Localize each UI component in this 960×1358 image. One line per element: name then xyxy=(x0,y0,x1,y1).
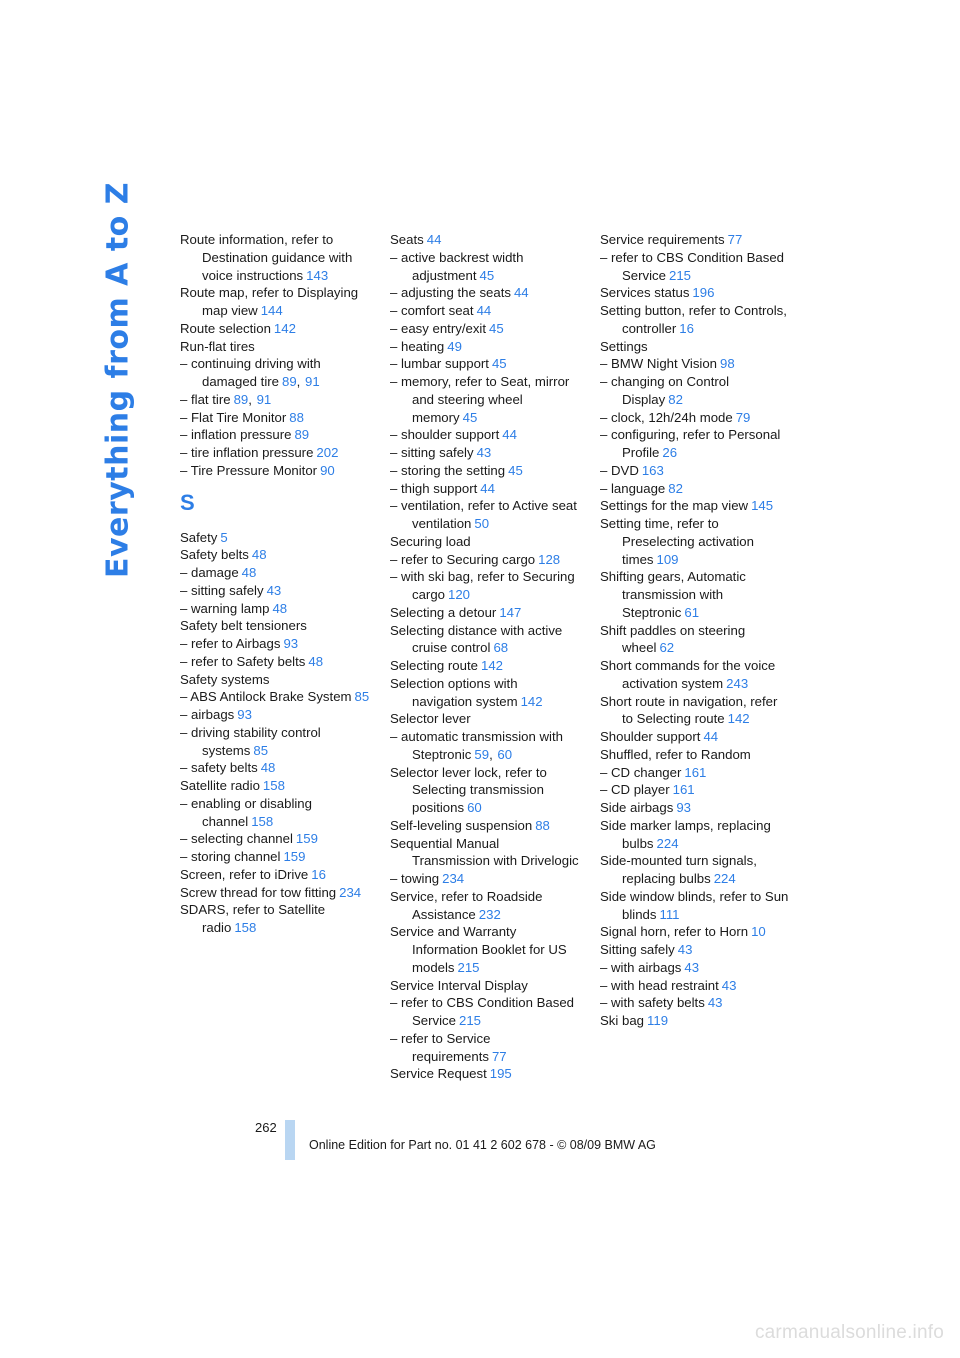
index-entry xyxy=(180,635,370,653)
index-entry xyxy=(390,551,580,569)
index-entry-text: Setting time, refer to Preselecting activation times xyxy=(600,516,754,567)
page-link[interactable]: 91 xyxy=(304,374,320,389)
page-link[interactable]: 43 xyxy=(684,959,700,975)
page-link[interactable]: 159 xyxy=(295,831,318,847)
index-entry xyxy=(180,777,370,795)
index-entry-text: Shoulder support xyxy=(600,729,701,744)
index-entry-text: – with ski bag, refer to Securing cargo xyxy=(390,569,575,602)
index-entry xyxy=(390,657,580,675)
index-entry xyxy=(600,977,790,995)
page-link[interactable]: 82 xyxy=(668,480,683,496)
index-entry-text: – lumbar support xyxy=(390,356,489,372)
index-entry-text: – thigh support xyxy=(390,480,478,496)
index-entry xyxy=(180,901,370,937)
index-entry-text: Service, refer to Roadside Assistance xyxy=(390,888,543,922)
index-entry xyxy=(390,480,580,498)
page-link[interactable]: 43 xyxy=(677,942,693,957)
index-entry xyxy=(600,959,790,977)
index-entry-text: Side-mounted turn signals, replacing bulbs xyxy=(600,853,757,886)
edition-footer: Online Edition for Part no. 01 41 2 602 678 - © 08/09 BMW AG xyxy=(309,1138,656,1152)
page-link[interactable]: 234 xyxy=(442,871,465,886)
page-link[interactable]: 89 xyxy=(294,427,310,443)
page-link[interactable]: 93 xyxy=(283,636,299,651)
index-entry-text: Selection options with navigation system xyxy=(390,675,518,709)
index-entry-text: Safety xyxy=(180,529,218,545)
watermark: carmanualsonline.info xyxy=(754,1322,944,1343)
index-entry xyxy=(390,284,580,302)
page-link[interactable]: 161 xyxy=(684,764,707,780)
index-entry-text: – shoulder support xyxy=(390,427,500,443)
page-link[interactable]: 161 xyxy=(672,782,695,798)
page-link[interactable]: 163 xyxy=(641,462,664,478)
index-entry-text: Sequential Manual Transmission with Drivelogic xyxy=(390,835,579,869)
page-link[interactable]: 26 xyxy=(662,445,678,460)
page-link[interactable]: 68 xyxy=(493,640,509,656)
index-entry xyxy=(180,231,370,284)
index-entry-text: – language xyxy=(600,480,666,496)
page-link[interactable]: 195 xyxy=(489,1066,512,1082)
page-link[interactable]: 85 xyxy=(354,689,370,705)
index-entry-text: Selecting route xyxy=(390,658,478,673)
index-entry xyxy=(180,617,370,635)
index-entry xyxy=(390,568,580,604)
index-entry xyxy=(180,653,370,671)
index-entry xyxy=(180,866,370,884)
index-entry-text: Settings for the map view xyxy=(600,498,749,514)
page-link[interactable]: 43 xyxy=(707,995,723,1011)
page-link[interactable]: 224 xyxy=(713,871,736,886)
index-entry xyxy=(600,302,790,338)
index-entry-text: – storing channel xyxy=(180,849,281,864)
page-link[interactable]: 59 xyxy=(474,746,490,762)
index-entry-text: – refer to Service requirements xyxy=(390,1030,491,1064)
page-link[interactable]: 43 xyxy=(266,582,282,598)
index-entry xyxy=(180,830,370,848)
index-entry xyxy=(390,994,580,1030)
index-entry-text: Selecting distance with active cruise control xyxy=(390,622,563,656)
index-entry-text: – with safety belts xyxy=(600,995,705,1011)
page-link[interactable]: 16 xyxy=(679,320,694,336)
index-entry-text: – safety belts xyxy=(180,760,258,776)
index-entry-text: – easy entry/exit xyxy=(390,320,487,336)
index-entry-text: – flat tire xyxy=(180,391,231,407)
page-link[interactable]: 61 xyxy=(684,604,700,620)
index-list-r xyxy=(180,231,370,480)
page-link[interactable]: 142 xyxy=(480,658,503,673)
index-entry xyxy=(390,533,580,551)
index-entry xyxy=(390,302,580,320)
index-entry xyxy=(180,338,370,356)
index-entry-text: Satellite radio xyxy=(180,778,260,793)
index-entry-text: – enabling or disabling channel xyxy=(180,795,312,829)
index-entry-text: Side airbags xyxy=(600,800,674,815)
index-entry-text: – automatic transmission with Steptronic xyxy=(390,729,563,762)
index-entry-text: Shift paddles on steering wheel xyxy=(600,622,746,656)
index-entry xyxy=(390,977,580,995)
index-entry xyxy=(600,817,790,853)
index-entry xyxy=(600,693,790,729)
page-link[interactable]: 60 xyxy=(497,746,513,762)
index-entry-text: – DVD xyxy=(600,462,639,478)
index-entry xyxy=(390,817,580,835)
index-entry xyxy=(600,373,790,409)
page-link[interactable]: 77 xyxy=(491,1048,507,1064)
index-entry xyxy=(390,444,580,462)
page-link[interactable]: 91 xyxy=(256,391,272,407)
index-entry-text: Side window blinds, refer to Sun blinds xyxy=(600,888,789,922)
index-entry xyxy=(600,426,790,462)
index-entry xyxy=(390,622,580,658)
index-entry xyxy=(390,1065,580,1083)
page-link[interactable]: 147 xyxy=(499,604,522,620)
index-entry-text: Run-flat tires xyxy=(180,338,255,354)
index-entry xyxy=(600,497,790,515)
index-entry-text: – ventilation, refer to Active seat ventilation xyxy=(390,498,577,531)
index-entry-text: – with head restraint xyxy=(600,977,719,993)
index-entry-text: – tire inflation pressure xyxy=(180,445,314,460)
index-column-1 xyxy=(180,231,370,937)
page-link[interactable]: 48 xyxy=(260,760,276,776)
index-entry-text: Sitting safely xyxy=(600,942,675,957)
page-link[interactable]: 44 xyxy=(480,480,495,496)
index-entry xyxy=(390,373,580,426)
index-entry-text: Short commands for the voice activation system xyxy=(600,658,776,691)
index-list xyxy=(390,231,580,1083)
page-link[interactable]: 88 xyxy=(289,409,304,425)
index-entry-text: Services status xyxy=(600,285,690,301)
index-entry-text: Signal horn, refer to Horn xyxy=(600,924,749,940)
index-entry-text: Securing load xyxy=(390,533,471,549)
index-entry-text: – refer to Securing cargo xyxy=(390,551,536,567)
index-entry-text: – airbags xyxy=(180,707,235,722)
page-link[interactable]: 145 xyxy=(751,498,774,514)
index-entry-text: – adjusting the seats xyxy=(390,285,511,301)
page-link[interactable]: 79 xyxy=(735,409,751,425)
index-entry xyxy=(600,941,790,959)
index-entry-text: – CD player xyxy=(600,782,670,798)
page-link[interactable]: 44 xyxy=(703,729,719,744)
index-entry-text: Service Request xyxy=(390,1066,487,1082)
page-link[interactable]: 10 xyxy=(751,924,766,940)
page-separator: , xyxy=(296,374,304,389)
index-entry xyxy=(180,564,370,582)
index-entry-text: – refer to CBS Condition Based Service xyxy=(600,249,784,283)
index-entry xyxy=(390,462,580,480)
index-entry-text: Service Interval Display xyxy=(390,977,528,993)
index-entry-text: Route map, refer to Displaying map view xyxy=(180,285,359,318)
section-letter: S xyxy=(180,489,195,515)
index-entry xyxy=(600,1012,790,1030)
index-entry xyxy=(600,923,790,941)
index-entry-text: – active backrest width adjustment xyxy=(390,249,524,283)
index-entry-text: Ski bag xyxy=(600,1013,644,1028)
index-entry-text: – sitting safely xyxy=(390,445,474,460)
page-link[interactable]: 158 xyxy=(234,920,257,935)
index-entry-text: Safety belt tensioners xyxy=(180,618,307,634)
index-entry-text: Short route in navigation, refer to Selecting route xyxy=(600,693,778,727)
index-entry xyxy=(600,231,790,249)
index-entry-text: Screen, refer to iDrive xyxy=(180,866,309,882)
page-link[interactable]: 5 xyxy=(220,529,228,545)
index-entry xyxy=(180,462,370,480)
index-column-3 xyxy=(600,231,790,1030)
page-link[interactable]: 243 xyxy=(726,675,749,691)
index-entry-text: – memory, refer to Seat, mirror and steering wheel memory xyxy=(390,374,570,425)
index-entry xyxy=(600,568,790,621)
page-link[interactable]: 215 xyxy=(668,267,691,283)
index-entry xyxy=(390,249,580,285)
index-entry xyxy=(180,688,370,706)
index-list xyxy=(600,231,790,1030)
page-link[interactable]: 50 xyxy=(474,516,490,531)
index-entry-text: Route selection xyxy=(180,320,271,336)
index-entry xyxy=(180,391,370,409)
index-entry xyxy=(600,515,790,568)
index-entry-text: – ABS Antilock Brake System xyxy=(180,689,352,705)
page-link[interactable]: 43 xyxy=(721,977,737,993)
index-entry xyxy=(600,355,790,373)
page-link[interactable]: 45 xyxy=(479,267,495,283)
index-entry xyxy=(180,706,370,724)
index-entry xyxy=(390,231,580,249)
index-entry-text: Seats xyxy=(390,232,424,247)
index-entry-text: – inflation pressure xyxy=(180,427,292,443)
index-entry-text: – Flat Tire Monitor xyxy=(180,409,287,425)
page-link[interactable]: 44 xyxy=(476,303,492,318)
index-entry xyxy=(600,799,790,817)
page-link[interactable]: 158 xyxy=(251,813,274,829)
page-link[interactable]: 48 xyxy=(272,600,288,616)
index-entry xyxy=(390,426,580,444)
page-link[interactable]: 16 xyxy=(311,866,326,882)
page-link[interactable]: 232 xyxy=(478,906,501,922)
footer-accent-bar xyxy=(285,1120,295,1160)
page-link[interactable]: 44 xyxy=(513,285,529,301)
index-entry xyxy=(600,622,790,658)
index-entry-text: – sitting safely xyxy=(180,582,264,598)
index-entry xyxy=(390,1030,580,1066)
page-link[interactable]: 48 xyxy=(241,565,257,580)
index-entry-text: Service and Warranty Information Booklet for US models xyxy=(390,924,567,975)
index-entry xyxy=(390,604,580,622)
page-link[interactable]: 234 xyxy=(339,884,362,900)
index-entry xyxy=(390,870,580,888)
page-link[interactable]: 43 xyxy=(476,445,492,460)
page-link[interactable]: 45 xyxy=(491,356,507,372)
page-link[interactable]: 109 xyxy=(656,551,679,567)
page-link[interactable]: 120 xyxy=(448,587,471,602)
index-entry-text: Shuffled, refer to Random xyxy=(600,746,751,762)
index-entry-text: Shifting gears, Automatic transmission with Steptronic xyxy=(600,569,746,620)
index-entry xyxy=(180,671,370,689)
index-entry-text: Screw thread for tow fitting xyxy=(180,884,337,900)
index-entry xyxy=(390,675,580,711)
index-entry-text: – selecting channel xyxy=(180,831,293,847)
page-link[interactable]: 89 xyxy=(281,374,297,389)
index-entry xyxy=(390,320,580,338)
index-entry-text: – BMW Night Vision xyxy=(600,356,718,372)
page-link[interactable]: 142 xyxy=(520,693,543,709)
index-entry xyxy=(600,994,790,1012)
index-entry-text: Safety belts xyxy=(180,547,249,563)
page-link[interactable]: 45 xyxy=(489,320,504,336)
page-link[interactable]: 98 xyxy=(720,356,735,372)
page-link[interactable]: 90 xyxy=(320,462,335,478)
index-entry-text: Selector lever lock, refer to Selecting transmission positions xyxy=(390,764,547,815)
index-entry xyxy=(600,657,790,693)
index-entry-text: – heating xyxy=(390,338,445,354)
index-entry-text: – storing the setting xyxy=(390,462,506,478)
page-link[interactable]: 128 xyxy=(538,551,561,567)
page-link[interactable]: 85 xyxy=(253,742,269,758)
index-entry xyxy=(180,409,370,427)
index-entry xyxy=(180,759,370,777)
page-link[interactable]: 45 xyxy=(462,409,478,425)
index-entry xyxy=(600,781,790,799)
index-entry-text: Service requirements xyxy=(600,232,725,247)
index-entry-text: Self-leveling suspension xyxy=(390,817,533,833)
page-link[interactable]: 111 xyxy=(659,906,680,922)
index-entry xyxy=(180,724,370,760)
page-link[interactable]: 215 xyxy=(458,1013,481,1028)
index-entry xyxy=(390,764,580,817)
page-separator: , xyxy=(489,746,497,762)
page-link[interactable]: 202 xyxy=(316,445,339,460)
index-entry-text: – warning lamp xyxy=(180,600,270,616)
index-entry-text: – changing on Control Display xyxy=(600,374,730,407)
index-entry xyxy=(390,923,580,976)
index-entry xyxy=(390,710,580,728)
index-entry-text: – refer to Safety belts xyxy=(180,653,306,669)
index-entry xyxy=(390,338,580,356)
index-entry-text: – continuing driving with damaged tire xyxy=(180,356,321,389)
page-link[interactable]: 119 xyxy=(647,1013,669,1028)
index-entry xyxy=(180,795,370,831)
index-entry xyxy=(180,355,370,391)
index-entry-text: Side marker lamps, replacing bulbs xyxy=(600,817,771,851)
page-link[interactable]: 159 xyxy=(283,849,306,864)
page-link[interactable]: 93 xyxy=(237,707,252,722)
index-entry-text: – refer to Airbags xyxy=(180,636,281,651)
index-entry-text: – with airbags xyxy=(600,959,682,975)
page-link[interactable]: 215 xyxy=(457,959,480,975)
index-list-s xyxy=(180,529,370,937)
index-entry-text: – damage xyxy=(180,565,239,580)
index-entry xyxy=(600,852,790,888)
index-entry xyxy=(600,888,790,924)
page-link[interactable]: 89 xyxy=(233,391,249,407)
index-entry xyxy=(600,249,790,285)
index-entry-text: – configuring, refer to Personal Profile xyxy=(600,427,781,460)
index-entry-text: – refer to CBS Condition Based Service xyxy=(390,995,574,1028)
index-entry-text: – CD changer xyxy=(600,764,682,780)
index-entry xyxy=(390,728,580,764)
index-entry xyxy=(180,320,370,338)
index-entry xyxy=(600,409,790,427)
page-link[interactable]: 142 xyxy=(273,320,296,336)
index-entry xyxy=(180,529,370,547)
index-entry xyxy=(180,884,370,902)
page-link[interactable]: 93 xyxy=(676,800,691,815)
index-entry xyxy=(600,764,790,782)
index-entry xyxy=(180,426,370,444)
index-entry xyxy=(390,835,580,871)
page-link[interactable]: 77 xyxy=(727,232,743,247)
index-entry xyxy=(180,600,370,618)
page-number: 262 xyxy=(255,1120,277,1135)
side-title: Everything from A to Z xyxy=(100,182,136,578)
index-entry-text: Settings xyxy=(600,338,648,354)
index-entry xyxy=(180,582,370,600)
index-entry-text: Safety systems xyxy=(180,671,270,687)
index-entry xyxy=(390,497,580,533)
page-link[interactable]: 48 xyxy=(308,653,324,669)
page-link[interactable]: 48 xyxy=(251,547,267,563)
page-link[interactable]: 144 xyxy=(260,303,283,318)
page-link[interactable]: 62 xyxy=(659,640,675,656)
index-entry xyxy=(180,546,370,564)
page-link[interactable]: 142 xyxy=(727,711,750,727)
page-link[interactable]: 82 xyxy=(668,391,683,407)
index-entry-text: – clock, 12h/24h mode xyxy=(600,409,733,425)
index-entry xyxy=(390,355,580,373)
index-entry xyxy=(600,728,790,746)
index-entry xyxy=(600,480,790,498)
page-link[interactable]: 44 xyxy=(426,232,442,247)
index-entry-text: Route information, refer to Destination guidance with voice instructions xyxy=(180,232,353,283)
index-entry-text: – Tire Pressure Monitor xyxy=(180,462,318,478)
page-link[interactable]: 143 xyxy=(306,267,329,283)
page-link[interactable]: 88 xyxy=(535,817,550,833)
index-entry-text: – comfort seat xyxy=(390,303,474,318)
index-column-2 xyxy=(390,231,580,1083)
page-link[interactable]: 196 xyxy=(692,285,715,301)
page-link[interactable]: 49 xyxy=(447,338,462,354)
page-link[interactable]: 158 xyxy=(262,778,285,793)
index-entry-text: Setting button, refer to Controls, controller xyxy=(600,303,787,336)
index-entry-text: – towing xyxy=(390,871,440,886)
index-entry xyxy=(180,444,370,462)
index-entry-text: – driving stability control systems xyxy=(180,724,321,758)
page-link[interactable]: 44 xyxy=(502,427,517,443)
page-link[interactable]: 45 xyxy=(508,462,523,478)
page-link[interactable]: 60 xyxy=(467,800,482,815)
index-entry xyxy=(600,284,790,302)
index-entry-text: Selector lever xyxy=(390,711,471,727)
index-entry xyxy=(600,746,790,764)
index-entry-text: SDARS, refer to Satellite radio xyxy=(180,902,326,935)
index-entry xyxy=(600,462,790,480)
index-entry xyxy=(180,284,370,320)
page-separator: , xyxy=(248,391,256,407)
index-entry xyxy=(390,888,580,924)
page-link[interactable]: 224 xyxy=(656,835,679,851)
index-entry-text: Selecting a detour xyxy=(390,604,497,620)
index-entry xyxy=(600,338,790,356)
index-entry xyxy=(180,848,370,866)
